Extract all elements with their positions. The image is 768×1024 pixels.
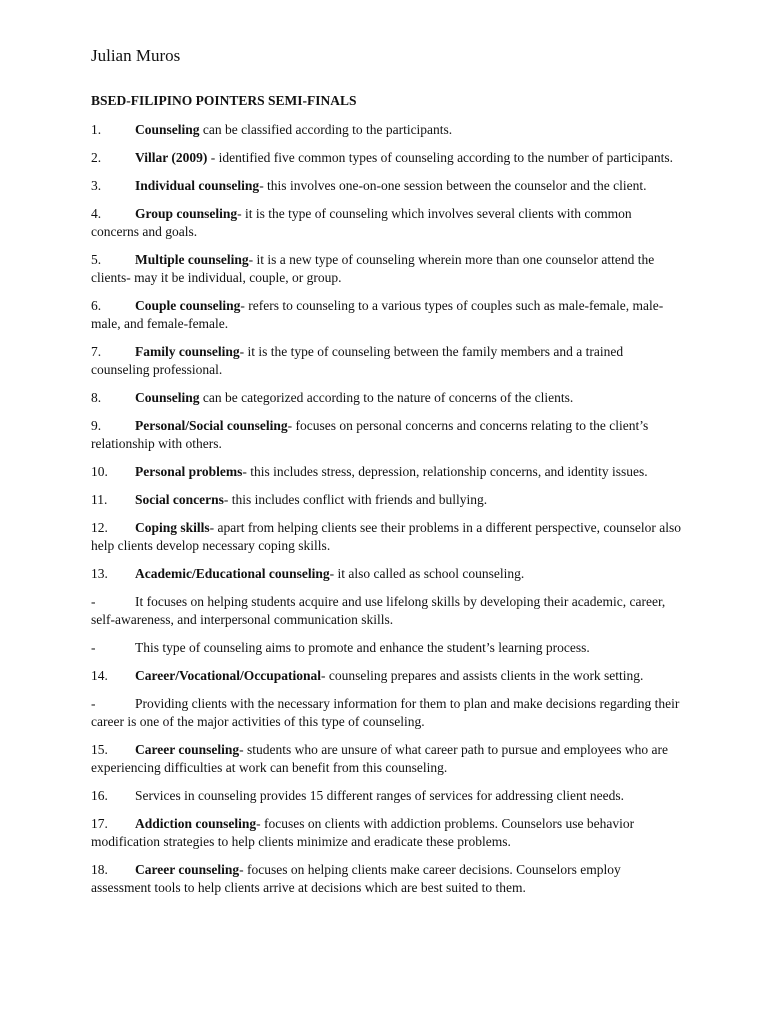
item-number: 10. bbox=[91, 464, 108, 479]
item-term: Villar (2009) bbox=[135, 150, 208, 165]
item-text: - counseling prepares and assists clients in the work setting. bbox=[321, 668, 644, 683]
item-text: - students who are unsure of what career path to pursue and employees who are experiencing difficulties at work can benefit from this counseling. bbox=[91, 742, 668, 775]
list-item bbox=[91, 519, 681, 555]
item-text: - it is the type of counseling which involves several clients with common concerns and goals. bbox=[91, 206, 632, 239]
item-number: - bbox=[91, 594, 96, 609]
item-term: Addiction counseling bbox=[135, 816, 257, 831]
item-number: 5. bbox=[91, 252, 102, 267]
list-item bbox=[91, 639, 681, 657]
item-number: 16. bbox=[91, 788, 108, 803]
item-term: Career/Vocational/Occupational bbox=[135, 668, 321, 683]
item-text: - this includes stress, depression, relationship concerns, and identity issues. bbox=[242, 464, 648, 479]
list-item bbox=[91, 491, 681, 509]
item-text: - focuses on helping clients make career decisions. Counselors employ assessment tools to help clients arrive at decisions which are best suited to them. bbox=[91, 862, 621, 895]
document-title: BSED-FILIPINO POINTERS SEMI-FINALS bbox=[91, 93, 357, 108]
list-item bbox=[91, 741, 681, 777]
list-item bbox=[91, 417, 681, 453]
item-term: Multiple counseling bbox=[135, 252, 249, 267]
item-term: Family counseling bbox=[135, 344, 240, 359]
item-term: Individual counseling bbox=[135, 178, 260, 193]
item-text: - focuses on clients with addiction problems. Counselors use behavior modification strategies to help clients minimize and eradicate these problems. bbox=[91, 816, 635, 849]
item-term: Personal problems bbox=[135, 464, 243, 479]
item-text: - it is the type of counseling between the family members and a trained counseling professional. bbox=[91, 344, 624, 377]
list-item bbox=[91, 177, 681, 195]
list-item bbox=[91, 149, 681, 167]
list-item bbox=[91, 343, 681, 379]
item-term: Personal/Social counseling bbox=[135, 418, 288, 433]
item-text: can be classified according to the participants. bbox=[199, 122, 453, 137]
item-number: 18. bbox=[91, 862, 108, 877]
list-item bbox=[91, 463, 681, 481]
item-term: Couple counseling bbox=[135, 298, 241, 313]
item-text: - this involves one-on-one session between the counselor and the client. bbox=[259, 178, 647, 193]
item-text: Services in counseling provides 15 different ranges of services for addressing client needs. bbox=[135, 788, 624, 803]
item-term: Counseling bbox=[135, 390, 200, 405]
item-term: Counseling bbox=[135, 122, 200, 137]
item-text: - it is a new type of counseling wherein more than one counselor attend the clients- may it be individual, couple, or group. bbox=[91, 252, 655, 285]
item-term: Career counseling bbox=[135, 742, 240, 757]
list-item bbox=[91, 787, 681, 805]
item-number: 14. bbox=[91, 668, 108, 683]
item-number: 4. bbox=[91, 206, 102, 221]
item-number: 13. bbox=[91, 566, 108, 581]
list-item bbox=[91, 121, 681, 139]
list-item bbox=[91, 667, 681, 685]
list-item bbox=[91, 815, 681, 851]
item-text: can be categorized according to the nature of concerns of the clients. bbox=[199, 390, 574, 405]
item-text: It focuses on helping students acquire and use lifelong skills by developing their academic, career, self-awareness, and interpersonal communication skills. bbox=[91, 594, 666, 627]
item-number: - bbox=[91, 640, 96, 655]
item-number: - bbox=[91, 696, 96, 711]
item-number: 6. bbox=[91, 298, 102, 313]
item-text: - this includes conflict with friends and bullying. bbox=[223, 492, 488, 507]
item-text: Providing clients with the necessary information for them to plan and make decisions regarding their career is one of the major activities of this type of counseling. bbox=[91, 696, 680, 729]
list-item bbox=[91, 565, 681, 583]
item-number: 3. bbox=[91, 178, 102, 193]
item-term: Academic/Educational counseling bbox=[135, 566, 330, 581]
item-text: - identified five common types of counseling according to the number of participants. bbox=[207, 150, 673, 165]
item-number: 17. bbox=[91, 816, 108, 831]
list-item bbox=[91, 695, 681, 731]
item-number: 15. bbox=[91, 742, 108, 757]
item-number: 1. bbox=[91, 122, 102, 137]
list-item bbox=[91, 593, 681, 629]
item-text: - refers to counseling to a various types of couples such as male-female, male-male, and female-female. bbox=[91, 298, 664, 331]
item-number: 8. bbox=[91, 390, 102, 405]
item-term: Career counseling bbox=[135, 862, 240, 877]
item-text: - it also called as school counseling. bbox=[329, 566, 525, 581]
item-term: Coping skills bbox=[135, 520, 210, 535]
pointer-list bbox=[91, 121, 681, 907]
item-text: - focuses on personal concerns and concerns relating to the client’s relationship with others. bbox=[91, 418, 649, 451]
item-number: 7. bbox=[91, 344, 102, 359]
list-item bbox=[91, 861, 681, 897]
item-text: This type of counseling aims to promote and enhance the student’s learning process. bbox=[135, 640, 590, 655]
list-item bbox=[91, 205, 681, 241]
item-number: 11. bbox=[91, 492, 108, 507]
list-item bbox=[91, 297, 681, 333]
item-text: - apart from helping clients see their problems in a different perspective, counselor also help clients develop necessary coping skills. bbox=[91, 520, 682, 553]
item-term: Social concerns bbox=[135, 492, 224, 507]
list-item bbox=[91, 251, 681, 287]
item-number: 12. bbox=[91, 520, 108, 535]
list-item bbox=[91, 389, 681, 407]
item-number: 9. bbox=[91, 418, 102, 433]
author-name: Julian Muros bbox=[91, 46, 181, 65]
item-term: Group counseling bbox=[135, 206, 238, 221]
item-number: 2. bbox=[91, 150, 102, 165]
